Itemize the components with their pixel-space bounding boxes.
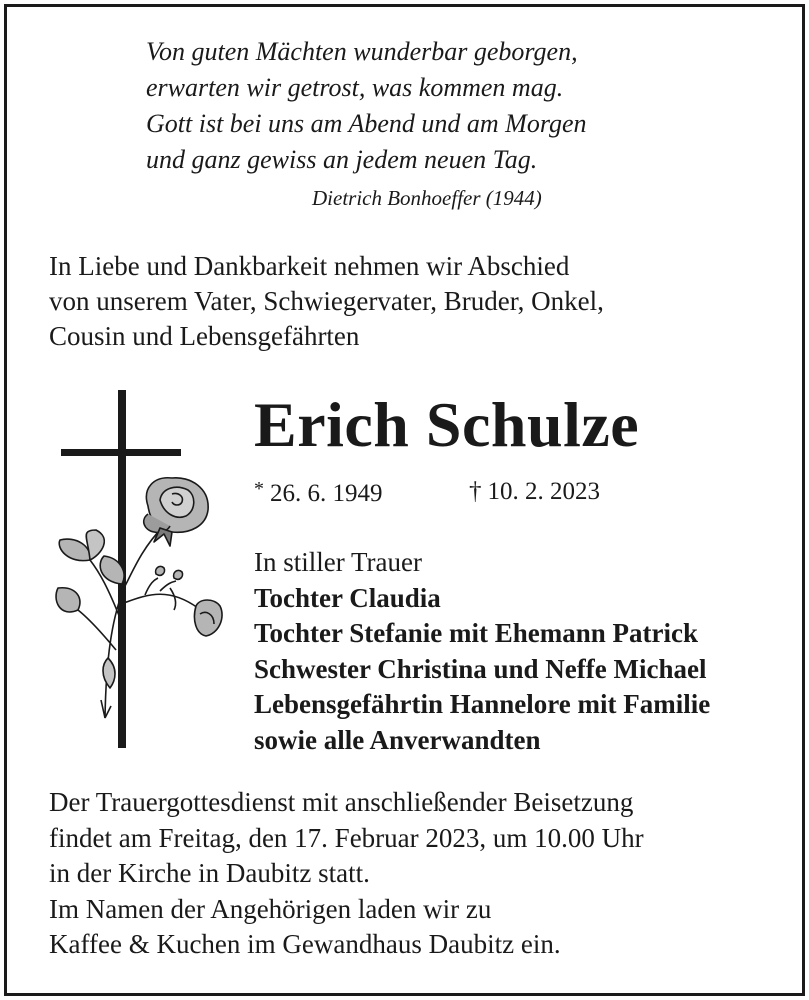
- birth-date: 26. 6. 1949: [270, 480, 383, 507]
- intro-line: von unserem Vater, Schwiegervater, Bruder, Onkel,: [49, 286, 604, 316]
- cross-rose-artwork: [50, 388, 230, 752]
- service-line: in der Kirche in Daubitz statt.: [49, 858, 370, 888]
- poem-author: Dietrich Bonhoeffer (1944): [312, 186, 542, 210]
- poem-line: und ganz gewiss an jedem neuen Tag.: [146, 145, 538, 174]
- service-info: [49, 785, 644, 963]
- mourners-heading: In stiller Trauer: [254, 547, 422, 577]
- birth-date-line: [254, 478, 383, 508]
- poem-line: Gott ist bei uns am Abend und am Morgen: [146, 109, 587, 138]
- death-date: 10. 2. 2023: [487, 478, 600, 505]
- intro-text: [49, 249, 604, 354]
- poem: [146, 34, 587, 178]
- mourner-line: Schwester Christina und Neffe Michael: [254, 653, 707, 684]
- mourner-line: Lebensgefährtin Hannelore mit Familie: [254, 689, 711, 719]
- death-symbol: †: [469, 478, 482, 505]
- death-date-line: [469, 478, 600, 506]
- service-line: Kaffee & Kuchen im Gewandhaus Daubitz ein.: [49, 929, 561, 959]
- rose-icon: [56, 478, 222, 718]
- poem-line: erwarten wir getrost, was kommen mag.: [146, 73, 564, 102]
- birth-symbol: *: [254, 478, 264, 500]
- service-line: Im Namen der Angehörigen laden wir zu: [49, 893, 492, 924]
- mourners-list: [254, 545, 710, 758]
- poem-line: Von guten Mächten wunderbar geborgen,: [146, 37, 578, 66]
- mourner-line: sowie alle Anverwandten: [254, 724, 541, 755]
- deceased-name: Erich Schulze: [254, 389, 640, 460]
- service-line: findet am Freitag, den 17. Februar 2023, um 10.00 Uhr: [49, 822, 644, 853]
- mourner-line: Tochter Claudia: [254, 582, 441, 613]
- intro-line: Cousin und Lebensgefährten: [49, 321, 360, 351]
- service-line: Der Trauergottesdienst mit anschließender Beisetzung: [49, 787, 634, 817]
- mourner-line: Tochter Stefanie mit Ehemann Patrick: [254, 618, 698, 648]
- intro-line: In Liebe und Dankbarkeit nehmen wir Abschied: [49, 251, 570, 281]
